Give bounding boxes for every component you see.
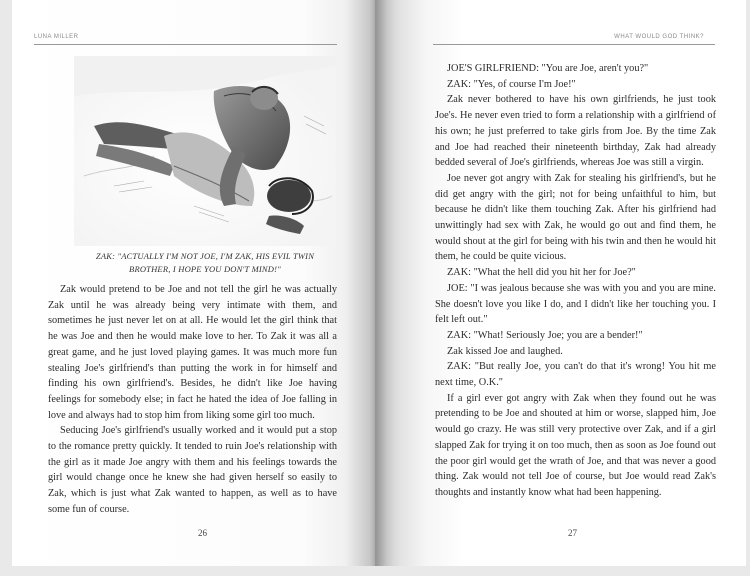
header-rule-left xyxy=(34,44,337,45)
pencil-sketch-figures-illustration xyxy=(74,56,336,246)
right-page xyxy=(375,0,746,566)
paragraph: ZAK: "Yes, of course I'm Joe!" xyxy=(447,78,576,90)
left-page xyxy=(12,0,375,566)
caption-line-1: ZAK: "ACTUALLY I'M NOT JOE, I'M ZAK, HIS EVIL TWIN xyxy=(95,251,315,261)
paragraph: If a girl ever got angry with Zak when they found out he was pretending to be Joe and shouted at him or worse, slapped him, Joe would go crazy. He was still very protective over Zak, and if a girl slapped Zak for trying it on too much, then as soon as Joe found out the poor girl would get the wrath of Joe, and that was never a good thing. Zak would not tell Joe of course, but Joe would read Zak's thoughts and instantly know what had been happening. xyxy=(435,392,716,498)
left-body-text xyxy=(48,282,337,518)
paragraph: Joe never got angry with Zak for stealing his girlfriend's, but he did get angry with the girl; not for being unfaithful to him, but because he didn't like them touching Zak. After his girlfriend had unwittingly had sex with Zak, he would go out and find them, he would shout at the girl for being with his twin and then he would hit them, he could be quite vicious. xyxy=(435,172,716,263)
paragraph: Zak never bothered to have his own girlfriends, he just took Joe's. He never even tried to form a relationship with a girlfriend of his own; he just preferred to take girls from Joe. By the time Zak and Joe had reached their nineteenth birthday, Zak had already bedded several of Joe's girlfriends, whereas Joe was still a virgin. xyxy=(435,94,716,169)
paragraph: Zak would pretend to be Joe and not tell the girl he was actually Zak until he was already being very intimate with them, and sometimes he just never let on at all. He would let the girl think that he was Joe and then he would make love to her. To Zak it was all a great game, and he just loved playing games. It was much more fun stealing Joe's girlfriend's than putting the work in for himself and finding his own girlfriend's. Besides, he didn't like Joe having feelings for somebody else; in fact he hated the idea of Joe falling in love and always had to stop him from liking some girl too much. xyxy=(48,284,337,421)
paragraph: Seducing Joe's girlfriend's usually worked and it would put a stop to the romance pretty quickly. It tended to ruin Joe's relationship with the girl as it made Joe angry with them and his feelings towards the girl would change once he knew she had given herself so easily to Zak, which is just what Zak wanted to happen, as well as to have some fun of course. xyxy=(48,425,337,515)
paragraph: ZAK: "What the hell did you hit her for Joe?" xyxy=(447,267,636,279)
paragraph: Zak kissed Joe and laughed. xyxy=(447,345,563,357)
paragraph: ZAK: "But really Joe, you can't do that it's wrong! You hit me next time, O.K." xyxy=(435,361,716,389)
caption-line-2: BROTHER, I HOPE YOU DON'T MIND!" xyxy=(129,264,281,274)
paragraph: JOE: "I was jealous because she was with you and you are mine. She doesn't love you like I do, and I didn't like her touching you. I felt left out." xyxy=(435,282,716,326)
open-book xyxy=(12,0,746,566)
paragraph: JOE'S GIRLFRIEND: "You are Joe, aren't you?" xyxy=(447,63,649,74)
running-head-left: LUNA MILLER xyxy=(34,34,79,40)
header-rule-right xyxy=(433,44,715,45)
illustration-caption xyxy=(74,250,336,276)
page-number-right: 27 xyxy=(568,528,577,538)
paragraph: ZAK: "What! Seriously Joe; you are a bender!" xyxy=(447,329,643,341)
page-number-left: 26 xyxy=(198,528,207,538)
running-head-right: WHAT WOULD GOD THINK? xyxy=(614,34,704,40)
right-body-text xyxy=(435,61,716,501)
